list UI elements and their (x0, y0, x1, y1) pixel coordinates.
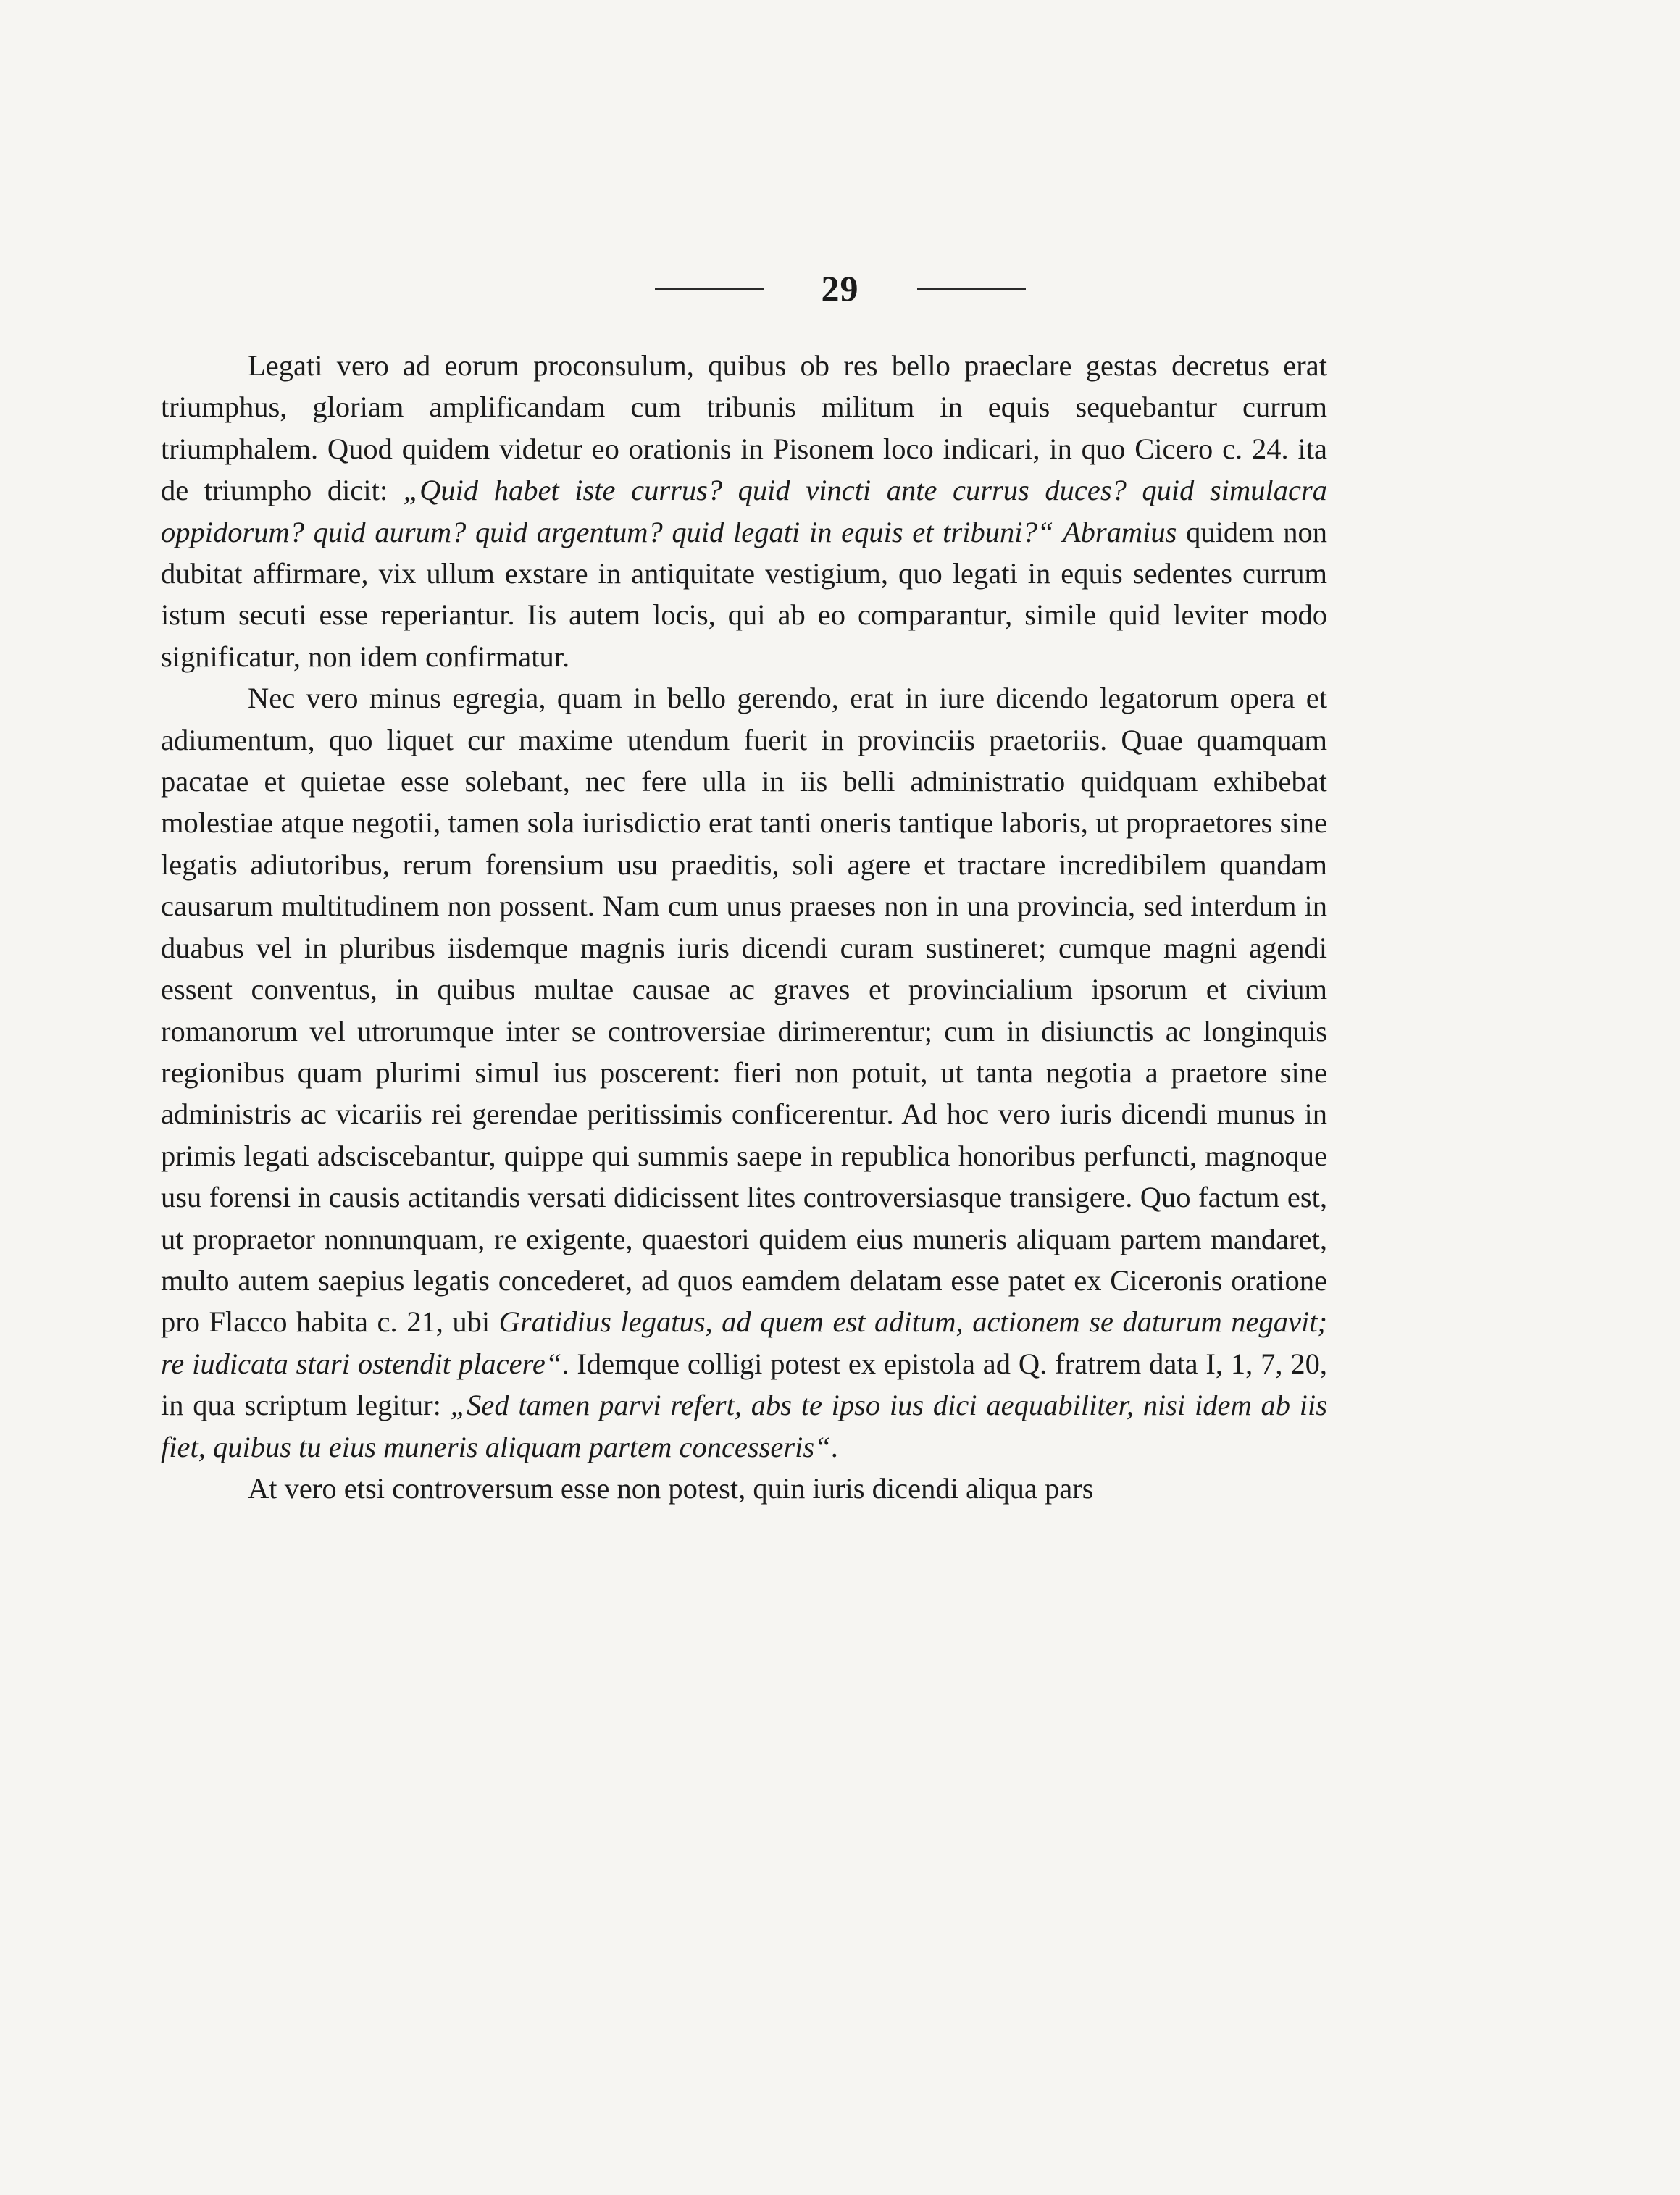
header-rule-right (917, 288, 1026, 290)
text-run: . (830, 1430, 838, 1463)
text-run: Nec vero minus egregia, quam in bello gerendo, erat in iure dicendo legatorum opera et adiumentum, quo liquet cur maxime utendum fuerit in provinciis praetoriis. Quae quamquam pacatae et quietae esse solebant, nec fere ulla in iis belli administratio quidquam exhibebat molestiae atque negotii, tamen sola iurisdictio erat tanti oneris tantique laboris, ut propraetores sine legatis adiutoribus, rerum forensium usu praeditis, soli agere et tractare incredibilem quandam causarum multitudinem non possent. Nam cum unus praeses non in una provincia, sed interdum in duabus vel in pluribus iisdemque magnis iuris dicendi curam sustineret; cumque magni agendi essent conventus, in quibus multae causae ac graves et provincialium ipsorum et civium romanorum vel utrorumque inter se controversiae dirimerentur; cum in disiunctis ac longinquis regionibus quam plurimi simul ius poscerent: fieri non potuit, ut tanta negotia a praetore sine administris ac vicariis rei gerendae peritissimis conficerentur. Ad hoc vero iuris dicendi munus in primis legati adsciscebantur, quippe qui summis saepe in republica honoribus perfuncti, magnoque usu forensi in causis actitandis versati didicissent lites controversiasque transigere. Quo factum est, ut propraetor nonnunquam, re exigente, quaestori quidem eius muneris aliquam partem mandaret, multo autem saepius legatis concederet, ad quos eamdem delatam esse patet ex Ciceronis oratione pro Flacco habita c. 21, ubi (161, 682, 1327, 1339)
paragraph (161, 1468, 1327, 1509)
page-header (0, 267, 1680, 310)
paragraph (161, 677, 1327, 1468)
text-run (1053, 516, 1063, 548)
body-text (161, 345, 1327, 1509)
page-number: 29 (821, 268, 859, 309)
paragraph (161, 345, 1327, 677)
text-run: At vero etsi controversum esse non potest, quin iuris dicendi aliqua pars (248, 1471, 1094, 1505)
author-name-italic: Abramius (1062, 515, 1177, 548)
text-run: . Idemque colligi potest ex epistola ad Q. fratrem data I, 1, 7, 20, in qua scriptum legitur: (161, 1347, 1327, 1422)
quotation-italic: „Quid habet iste currus? quid vincti ante currus duces? quid simulacra oppidorum? quid aurum? quid argentum? quid legati in equis et tribuni?“ (161, 474, 1327, 548)
quotation-italic: „Sed tamen parvi refert, abs te ipso ius dici aequabiliter, nisi idem ab iis fiet, quibus tu eius muneris aliquam partem concesseris“ (161, 1389, 1327, 1463)
text-run: Legati vero ad eorum proconsulum, quibus ob res bello praeclare gestas decretus erat triumphus, gloriam amplificandam cum tribunis militum in equis sequebantur currum triumphalem. Quod quidem videtur eo orationis in Pisonem loco indicari, in quo Cicero c. 24. ita de triumpho dicit: (161, 349, 1327, 507)
quotation-italic: Gratidius legatus, ad quem est aditum, actionem se daturum negavit; re iudicata stari ostendit placere“ (161, 1305, 1327, 1380)
header-rule-left (655, 288, 764, 290)
text-run: quidem non dubitat affirmare, vix ullum exstare in antiquitate vestigium, quo legati in equis sedentes currum istum secuti esse reperiantur. Iis autem locis, qui ab eo comparantur, simile quid leviter modo significatur, non idem confirmatur. (161, 515, 1327, 673)
